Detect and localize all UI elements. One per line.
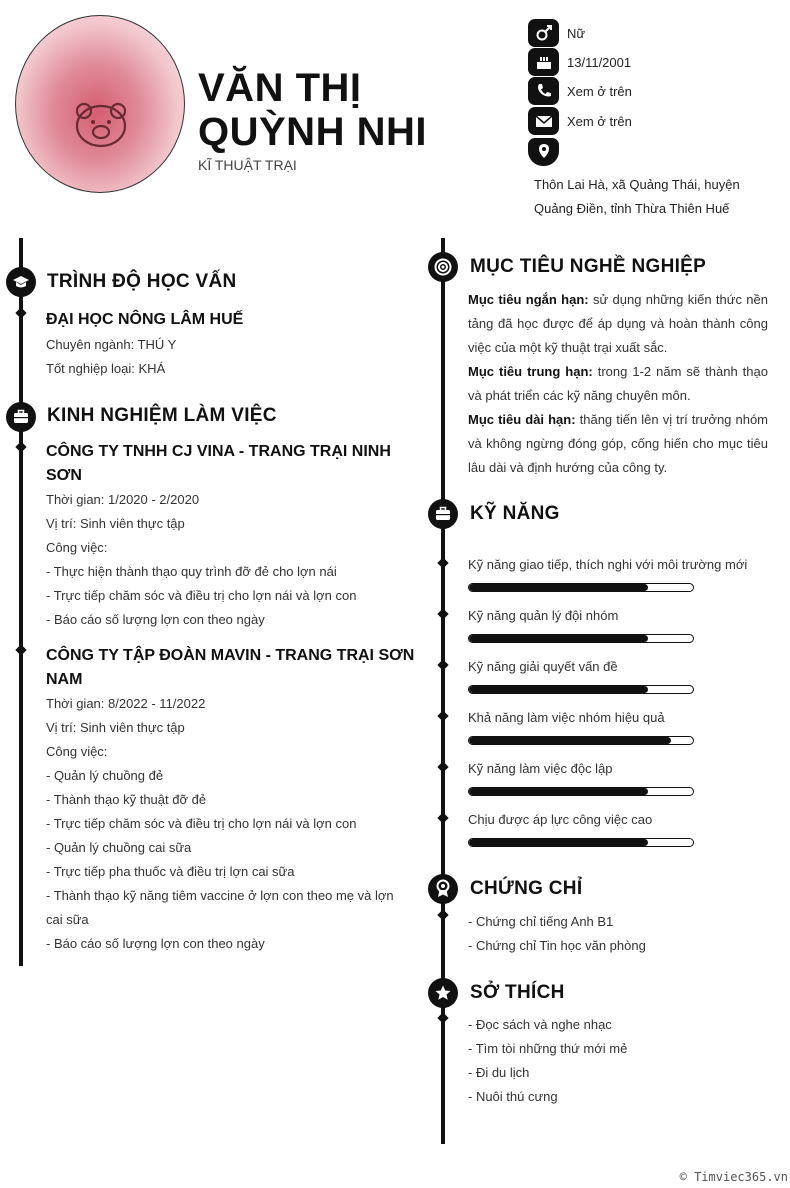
job-2-time: Thời gian: 8/2022 - 11/2022 xyxy=(46,696,206,711)
objective-long-label: Mục tiêu dài hạn: xyxy=(468,412,576,427)
skills-title: KỸ NĂNG xyxy=(470,503,560,524)
job-2-task: - Thành thạo kỹ thuật đỡ đẻ xyxy=(46,792,207,807)
avatar xyxy=(15,15,185,193)
job-2-company-line-2: NAM xyxy=(46,671,83,688)
skill-level-bar xyxy=(468,736,694,745)
skill-label: Kỹ năng giao tiếp, thích nghi với môi trường mới xyxy=(468,557,748,572)
objective-short-term xyxy=(468,288,768,360)
job-1-task: - Báo cáo số lượng lợn con theo ngày xyxy=(46,612,265,627)
timeline-dot xyxy=(437,659,448,670)
job-2-company-line-1: CÔNG TY TẬP ĐOÀN MAVIN - TRANG TRẠI SƠN xyxy=(46,647,415,664)
briefcase-icon xyxy=(428,499,458,529)
timeline-dot xyxy=(15,441,26,452)
certificates-title: CHỨNG CHỈ xyxy=(470,878,583,899)
job-1-position: Vị trí: Sinh viên thực tập xyxy=(46,516,185,531)
bear-face-icon xyxy=(16,16,185,193)
timeline-dot xyxy=(437,608,448,619)
certificate-item: - Chứng chỉ Tin học văn phòng xyxy=(468,938,646,953)
timeline-dot xyxy=(437,812,448,823)
timeline-dot xyxy=(437,909,448,920)
name-line-1: VĂN THỊ xyxy=(198,66,362,110)
education-grade: Tốt nghiệp loại: KHÁ xyxy=(46,361,166,376)
skill-label: Khả năng làm việc nhóm hiệu quả xyxy=(468,710,665,725)
job-2-task: - Quản lý chuồng cai sữa xyxy=(46,840,192,855)
skill-label: Chịu được áp lực công việc cao xyxy=(468,812,653,827)
skill-label: Kỹ năng làm việc độc lập xyxy=(468,761,613,776)
job-2-task: - Báo cáo số lượng lợn con theo ngày xyxy=(46,936,265,951)
skill-level-bar xyxy=(468,583,694,592)
job-1-company-line-1: CÔNG TY TNHH CJ VINA - TRANG TRẠI NINH xyxy=(46,443,391,460)
email-text: Xem ở trên xyxy=(567,113,632,129)
skill-level-bar xyxy=(468,787,694,796)
candidate-name xyxy=(198,66,427,154)
hobby-item: - Đọc sách và nghe nhạc xyxy=(468,1017,612,1032)
job-1-work-label: Công việc: xyxy=(46,540,108,555)
certificate-item: - Chứng chỉ tiếng Anh B1 xyxy=(468,914,614,929)
job-2-task: - Trực tiếp pha thuốc và điều trị lợn cai sữa xyxy=(46,864,295,879)
contact-birthday xyxy=(528,49,631,75)
job-1-time: Thời gian: 1/2020 - 2/2020 xyxy=(46,492,200,507)
timeline-dot xyxy=(15,644,26,655)
objective-mid-text: trong 1-2 năm sẽ thành thạo và phát triển các kỹ năng chuyên môn. xyxy=(468,364,768,403)
email-icon xyxy=(528,107,559,135)
timeline-dot xyxy=(437,761,448,772)
address-line-2: Quảng Điền, tỉnh Thừa Thiên Huế xyxy=(534,201,730,216)
job-1-task: - Thực hiện thành thạo quy trình đỡ đẻ cho lợn nái xyxy=(46,564,337,579)
job-1 xyxy=(46,440,420,632)
objective-text xyxy=(468,288,768,480)
job-2-task: - Thành thạo kỹ năng tiêm vaccine ở lợn con theo mẹ và lợn xyxy=(46,888,394,903)
address-line-1: Thôn Lai Hà, xã Quảng Thái, huyện xyxy=(534,177,740,192)
address-text xyxy=(534,173,774,221)
target-icon xyxy=(428,252,458,282)
skill-label: Kỹ năng giải quyết vấn đề xyxy=(468,659,618,674)
job-2-task: cai sữa xyxy=(46,912,89,927)
timeline-dot xyxy=(437,1012,448,1023)
skill-level-fill xyxy=(469,635,648,642)
skill-level-fill xyxy=(469,737,671,744)
job-1-company-line-2: SƠN xyxy=(46,467,82,484)
briefcase-icon xyxy=(6,402,36,432)
hobby-item: - Đi du lịch xyxy=(468,1065,530,1080)
job-1-task: - Trực tiếp chăm sóc và điều trị cho lợn nái và lợn con xyxy=(46,588,357,603)
birthday-cake-icon xyxy=(528,48,559,76)
award-ribbon-icon xyxy=(428,874,458,904)
skill-level-fill xyxy=(469,839,648,846)
contact-email xyxy=(528,108,632,134)
objective-short-text: sử dụng những kiến thức nền tảng đã học được để áp dụng và hoàn thành công việc của một kỹ thuật trại xuất sắc. xyxy=(468,292,768,355)
gender-icon xyxy=(528,19,559,47)
job-2-task: - Trực tiếp chăm sóc và điều trị cho lợn nái và lợn con xyxy=(46,816,357,831)
experience-title: KINH NGHIỆM LÀM VIỆC xyxy=(47,405,277,426)
left-timeline-line xyxy=(19,238,23,966)
objective-mid-label: Mục tiêu trung hạn: xyxy=(468,364,593,379)
hobby-item: - Nuôi thú cưng xyxy=(468,1089,558,1104)
skill-level-fill xyxy=(469,788,648,795)
school-name: ĐẠI HỌC NÔNG LÂM HUẾ xyxy=(46,311,244,328)
phone-text: Xem ở trên xyxy=(567,83,632,99)
phone-icon xyxy=(528,77,559,105)
name-line-2: QUỲNH NHI xyxy=(198,110,427,154)
objective-title: MỤC TIÊU NGHỀ NGHIỆP xyxy=(470,256,707,277)
timeline-dot xyxy=(437,557,448,568)
objective-short-label: Mục tiêu ngắn hạn: xyxy=(468,292,589,307)
star-icon xyxy=(428,978,458,1008)
objective-mid-term xyxy=(468,360,768,408)
skill-level-fill xyxy=(469,584,648,591)
skill-level-bar xyxy=(468,685,694,694)
skill-level-fill xyxy=(469,686,648,693)
job-2-position: Vị trí: Sinh viên thực tập xyxy=(46,720,185,735)
job-2 xyxy=(46,644,420,956)
education-major: Chuyên ngành: THÚ Y xyxy=(46,337,177,352)
objective-long-term xyxy=(468,408,768,480)
contact-phone xyxy=(528,78,632,104)
graduation-cap-icon xyxy=(6,267,36,297)
skill-level-bar xyxy=(468,838,694,847)
job-2-work-label: Công việc: xyxy=(46,744,108,759)
skill-level-bar xyxy=(468,634,694,643)
contact-address xyxy=(528,139,559,165)
watermark-text: © Timviec365.vn xyxy=(679,1170,788,1184)
timeline-dot xyxy=(15,307,26,318)
skill-label: Kỹ năng quản lý đội nhóm xyxy=(468,608,619,623)
objective-long-text: thăng tiến lên vị trí trưởng nhóm và không ngừng đóng góp, cống hiến cho mục tiêu lâu dài và định hướng của công ty. xyxy=(468,412,768,475)
hobby-item: - Tìm tòi những thứ mới mẻ xyxy=(468,1041,628,1056)
birthday-text: 13/11/2001 xyxy=(567,54,632,70)
map-pin-icon xyxy=(528,138,559,166)
job-2-task: - Quản lý chuồng đẻ xyxy=(46,768,164,783)
contact-gender xyxy=(528,20,585,46)
timeline-dot xyxy=(437,710,448,721)
right-timeline-line xyxy=(441,238,445,1144)
gender-text: Nữ xyxy=(567,25,586,41)
hobbies-title: SỞ THÍCH xyxy=(470,982,565,1003)
education-title: TRÌNH ĐỘ HỌC VẤN xyxy=(47,271,237,292)
job-title: KĨ THUẬT TRẠI xyxy=(198,157,297,173)
